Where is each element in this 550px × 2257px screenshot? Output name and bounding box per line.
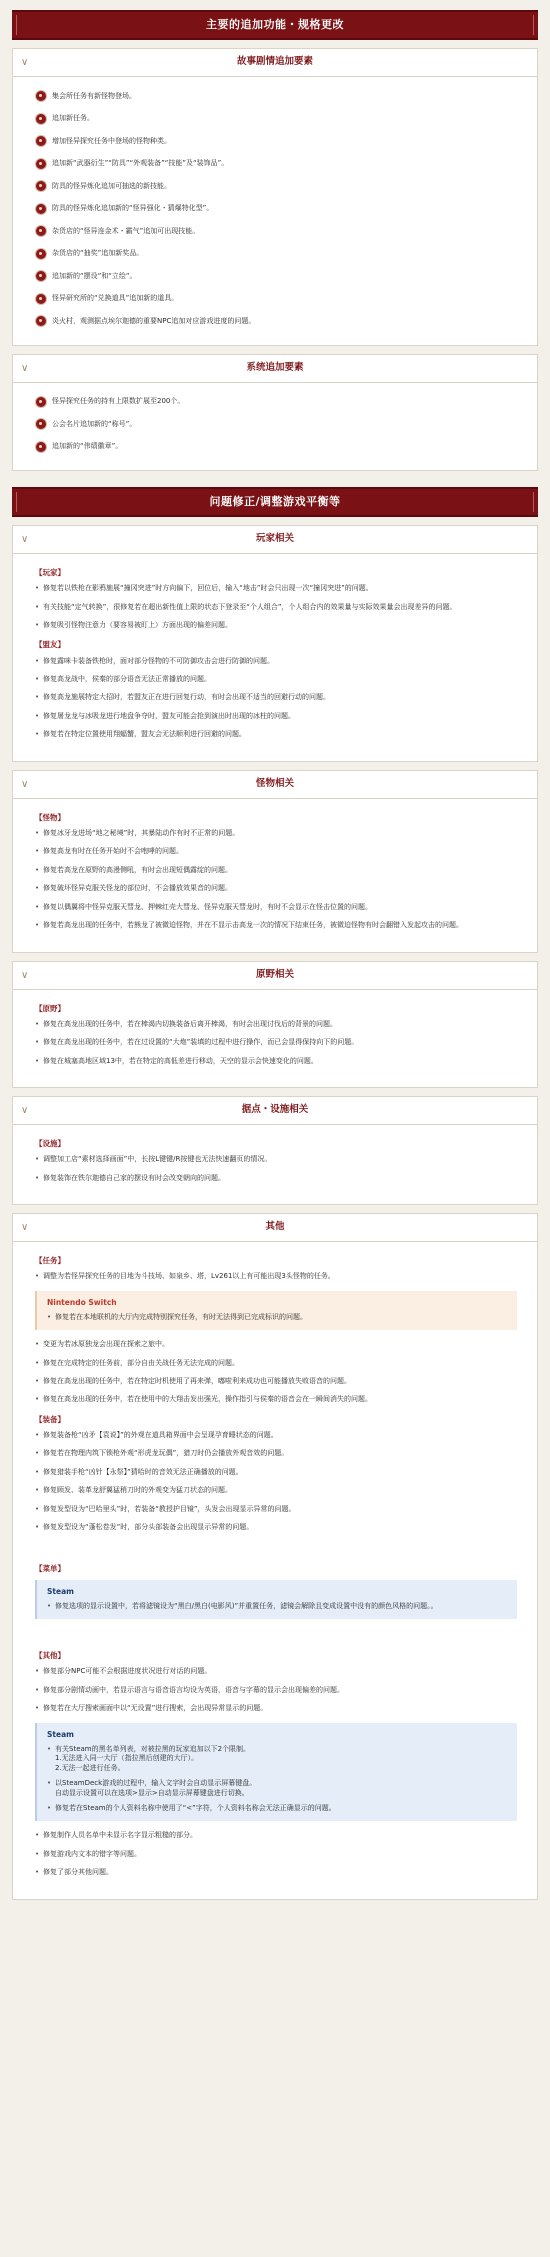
badge-icon (35, 396, 47, 408)
note-title: Nintendo Switch (47, 1297, 117, 1307)
card-title: 怪物相关 (255, 777, 294, 789)
card-title: 其他 (265, 1221, 285, 1233)
card-facility (12, 1096, 538, 1205)
item-text: 增加怪异探究任务中登场的怪物种类。 (52, 136, 171, 145)
other-body (13, 1242, 537, 1899)
card-header[interactable] (13, 1097, 537, 1125)
note-title: Steam (47, 1586, 74, 1596)
list-item: • 修复若在Steam的个人资料名称中使用了“<”字符，个人资料名称会无法正确显示的问题。 (47, 1804, 507, 1813)
list-item: • 修复若在特定位置使用翔蝠蟹，盟友会无法顺利进行回避的问题。 (35, 730, 517, 739)
list-item: • 修复猎装手枪“凶针【永祭】”猜哈时的音效无法正确播放的问题。 (35, 1468, 517, 1477)
badge-icon (35, 203, 47, 215)
badge-icon (35, 248, 47, 260)
chevron-down-icon[interactable]: ∨ (21, 969, 29, 981)
list-item: • 修复在城塞高地区域13中，若在特定的高低差进行移动，天空的显示会快速变化的问题。 (35, 1057, 517, 1066)
item-list (35, 584, 517, 630)
list-item (35, 436, 517, 459)
card-story (12, 48, 538, 346)
badge-icon (35, 315, 47, 327)
list-item (35, 243, 517, 266)
list-item (35, 220, 517, 243)
list-item (35, 153, 517, 176)
card-header[interactable] (13, 49, 537, 77)
list-item: • 修复若在本地联机的大厅内完成特别探究任务，有时无法得到已完成标识的问题。 (47, 1313, 507, 1322)
list-item: • 修复发型设为“巴哈里头”时，若装备“教授护目镜”，头发会出现显示异常的问题。 (35, 1505, 517, 1514)
item-text: 集会所任务有新怪物登场。 (52, 91, 136, 100)
banner-fixes (12, 487, 538, 517)
card-title: 故事剧情追加要素 (236, 56, 313, 68)
monster-body (13, 799, 537, 952)
card-other (12, 1213, 538, 1900)
list-item: • 修复屠龙龙与冰吸龙进行地盘争夺时，盟友可能会抢到演出时出现的冰柱的问题。 (35, 712, 517, 721)
card-title: 系统追加要素 (246, 361, 304, 373)
section-label: 【设施】 (35, 1138, 65, 1148)
section-label: 【盟友】 (35, 640, 65, 650)
card-title: 原野相关 (255, 968, 294, 980)
item-list (35, 1155, 517, 1183)
list-item: • 修复发型设为“蓬松卷发”时，部分头部装备会出现显示异常的问题。 (35, 1523, 517, 1532)
item-text: 杂货店的“抽奖”追加新奖品。 (52, 249, 144, 258)
card-header[interactable] (13, 962, 537, 990)
chevron-down-icon[interactable]: ∨ (21, 778, 29, 790)
item-text: 追加新任务。 (52, 114, 94, 123)
list-item: • 修复在高龙出现的任务中，若在棒渴内切换装备后离开棒渴，有时会出现讨伐后的背景的问题。 (35, 1020, 517, 1029)
list-item (35, 288, 517, 311)
list-item: • 调整加工店“素材选择画面”中，长按L键键/R按键也无法快速翻页的情况。 (35, 1155, 517, 1164)
badge-icon (35, 135, 47, 147)
list-item: • 修复在高龙出现的任务中，若在特定时机使用了再来弹，嘟啦利来成功也可能播放失败语音的问题。 (35, 1377, 517, 1386)
badge-icon (35, 90, 47, 102)
card-header[interactable] (13, 526, 537, 554)
section-label: 【其他】 (35, 1651, 65, 1661)
chevron-down-icon[interactable]: ∨ (21, 1104, 29, 1116)
section-label: 【菜单】 (35, 1563, 65, 1573)
list-item: • 修复高龙有时在任务开始时不会咆哮的问题。 (35, 847, 517, 856)
list-item: • 修复若高龙在原野的高漫侧吼，有时会出现短偶露绽的问题。 (35, 866, 517, 875)
list-item: • 修复若在物理内筑下锁枪外观“形虎龙玩偶”，猎刀时仍会播放外观音效的问题。 (35, 1449, 517, 1458)
item-text: 防具的怪异炼化追加可抽选的新技能。 (52, 181, 171, 190)
badge-icon (35, 270, 47, 282)
list-item: • 修复游戏内文本的错字等问题。 (35, 1850, 517, 1859)
system-list (35, 391, 517, 459)
card-monster (12, 770, 538, 953)
list-item (35, 108, 517, 131)
card-player (12, 525, 538, 762)
list-item: • 有关技能“定气转换”，很修复若在超出新性值上限的状态下登录至“个人组合”，个人组合内的效果量与实际效果量会出现差异的问题。 (35, 603, 517, 612)
tail-list (35, 1831, 517, 1877)
list-item: • 修复顾发、装革龙舒翼猛稍刀时的外观变为猛刀状态的问题。 (35, 1486, 517, 1495)
badge-icon (35, 158, 47, 170)
card-header[interactable] (13, 355, 537, 383)
list-item: • 修复冰牙龙进场“地之秘境”时，其暴陆动作有时不正常的问题。 (35, 829, 517, 838)
quest-list (35, 1340, 517, 1405)
item-text: 追加新的“摆设”和“立绘”。 (52, 271, 137, 280)
card-title: 据点・设施相关 (241, 1104, 309, 1116)
list-item: • 修复吸引怪物注意力（要容易被盯上）方面出现的偏差问题。 (35, 621, 517, 630)
item-text: 防具的怪异炼化追加新的“怪异强化・猜爆特化型”。 (52, 204, 214, 213)
steam-note (35, 1580, 517, 1620)
list-item (35, 391, 517, 414)
item-text: 公会名片追加新的“称号”。 (52, 419, 137, 428)
list-item (35, 198, 517, 221)
list-item: • 修复露咪卡装备铁枪时，面对部分怪物的不可防御攻击会进行防御的问题。 (35, 657, 517, 666)
equip-list (35, 1431, 517, 1533)
card-title: 玩家相关 (255, 533, 294, 545)
list-item (35, 265, 517, 288)
badge-icon (35, 225, 47, 237)
list-item (35, 175, 517, 198)
list-item: • 修复高龙施展特定大招时，若盟友正在进行回复行动，有时会出现不适当的回避行动的问题。 (35, 693, 517, 702)
list-item: • 修复了部分其他问题。 (35, 1868, 517, 1877)
section-label: 【玩家】 (35, 568, 65, 577)
item-text: 怪异研究所的“兑换道具”追加新的道具。 (52, 294, 179, 303)
list-item (35, 85, 517, 108)
list-item: • 调整为若怪异探究任务的目地为斗技场、如泉乡、塔，Lv261以上有可能出现3头怪物的任务。 (35, 1272, 517, 1281)
badge-icon (35, 180, 47, 192)
badge-icon (35, 113, 47, 125)
item-text: 追加新“武器衍生”“防具”“外观装备”“技能”及“装饰品”。 (52, 159, 229, 168)
item-list (35, 1020, 517, 1066)
list-item: • 修复以偶翼将中怪异克服天彗龙、押棘红壳大彗龙、怪异克服天彗龙时，有时不会显示在怪击位置的问题。 (35, 903, 517, 912)
item-text: 追加新的“伟绩徽章”。 (52, 442, 123, 451)
list-item: • 变更为若冰原独龙会出现在探索之旅中。 (35, 1340, 517, 1349)
list-item (35, 130, 517, 153)
nintendo-switch-note (35, 1291, 517, 1331)
chevron-down-icon[interactable]: ∨ (21, 1221, 29, 1233)
list-item (35, 310, 517, 333)
card-header[interactable] (13, 1214, 537, 1242)
item-list (35, 829, 517, 931)
item-list (35, 657, 517, 740)
list-item: • 有关Steam的黑名单列表，对被拉黑的玩家追加以下2个限制。 1.无法进入同一大厅（指拉黑后创建的大厅）。 2.无法一起进行任务。 (47, 1745, 507, 1773)
list-item: • 修复装备枪“凶矛【袁说】”的外观在道具箱界面中会呈现孕育睡状态的问题。 (35, 1431, 517, 1440)
card-field (12, 961, 538, 1088)
badge-icon (35, 293, 47, 305)
section-label: 【原野】 (35, 1003, 65, 1013)
list-item: • 修复制作人员名单中未显示名字显示粗糙的部分。 (35, 1831, 517, 1840)
story-list (35, 85, 517, 333)
list-item: • 修复部分NPC可能不会根据进度状况进行对话的问题。 (35, 1667, 517, 1676)
list-item (35, 413, 517, 436)
list-item: • 修复装饰在铁尔迦德自己家的摆设有时会改变朝向的问题。 (35, 1174, 517, 1183)
list-item: • 修复若以铁枪在影鸦施展“撞冈突进”时方向偏下，回位后，输入“地击”时会只出现一次“撞冈突进”的问题。 (35, 584, 517, 593)
banner-title: 问题修正/调整游戏平衡等 (209, 494, 341, 508)
card-header[interactable] (13, 771, 537, 799)
chevron-down-icon[interactable]: ∨ (21, 362, 29, 374)
list-item: • 修复若高龙出现的任务中，若熊龙了被微迫怪物，并在不显示击高龙一次的情况下结束任务，被微迫怪物有时会翻错入发起攻击的问题。 (35, 921, 517, 930)
badge-icon (35, 418, 47, 430)
section-label: 【装备】 (35, 1414, 65, 1424)
list-item: • 修复选项的显示设置中，若将滤镜设为“黑白/黑白(电影风)”并重置任务，滤镜会解除且变成设置中没有的颜色风格的问题。。 (47, 1602, 507, 1611)
item-text: 杂货店的“怪异连金术・霸气”追加可出现技能。 (52, 226, 200, 235)
card-system (12, 354, 538, 472)
list-item: • 修复在高龙出现的任务中，若在使用中的大翔击发出强光，操作指引与侯秦的语音会在一瞬间消失的问题。 (35, 1395, 517, 1404)
section-label: 【任务】 (35, 1255, 65, 1265)
list-item: • 修复破坏怪异克服关怪龙的部位时，不会播放效果音的问题。 (35, 884, 517, 893)
item-text: 炎火村，观测据点埃尔迦德的重要NPC追加对应游戏进度的问题。 (52, 316, 256, 325)
section-label: 【怪物】 (35, 812, 65, 822)
chevron-down-icon[interactable]: ∨ (21, 534, 29, 545)
list-item: • 修复高龙战中，侯秦的部分语音无法正常播放的问题。 (35, 675, 517, 684)
banner-new-features (12, 10, 538, 40)
list-item: • 修复在完成特定的任务前，部分自由关战任务无法完成的问题。 (35, 1359, 517, 1368)
badge-icon (35, 441, 47, 453)
field-body (13, 990, 537, 1087)
note-title: Steam (47, 1729, 74, 1739)
player-body (13, 554, 537, 761)
list-item: • 修复在高龙出现的任务中，若在过设置的“大炮”装填的过程中进行操作，而已会显得保持向下的问题。 (35, 1038, 517, 1047)
misc-list (35, 1667, 517, 1713)
banner-title: 主要的追加功能・规格更改 (206, 17, 344, 31)
list-item: • 修复若在大厅搜索画面中以“无设置”进行搜索，会出现异常显示的问题。 (35, 1704, 517, 1713)
item-text: 怪异探究任务的持有上限数扩展至200个。 (52, 397, 185, 406)
list-item: • 修复部分剧情动画中，若显示语言与语音语言均设为英语，语音与字幕的显示会出现偏差的问题。 (35, 1686, 517, 1695)
facility-body (13, 1125, 537, 1204)
chevron-down-icon[interactable]: ∨ (21, 57, 29, 68)
list-item: • 以SteamDeck游戏的过程中，输入文字时会自动显示屏幕键盘。 自动显示设置可以在选项>显示>自动显示屏幕键盘进行切换。 (47, 1779, 507, 1798)
steam-note (35, 1723, 517, 1822)
